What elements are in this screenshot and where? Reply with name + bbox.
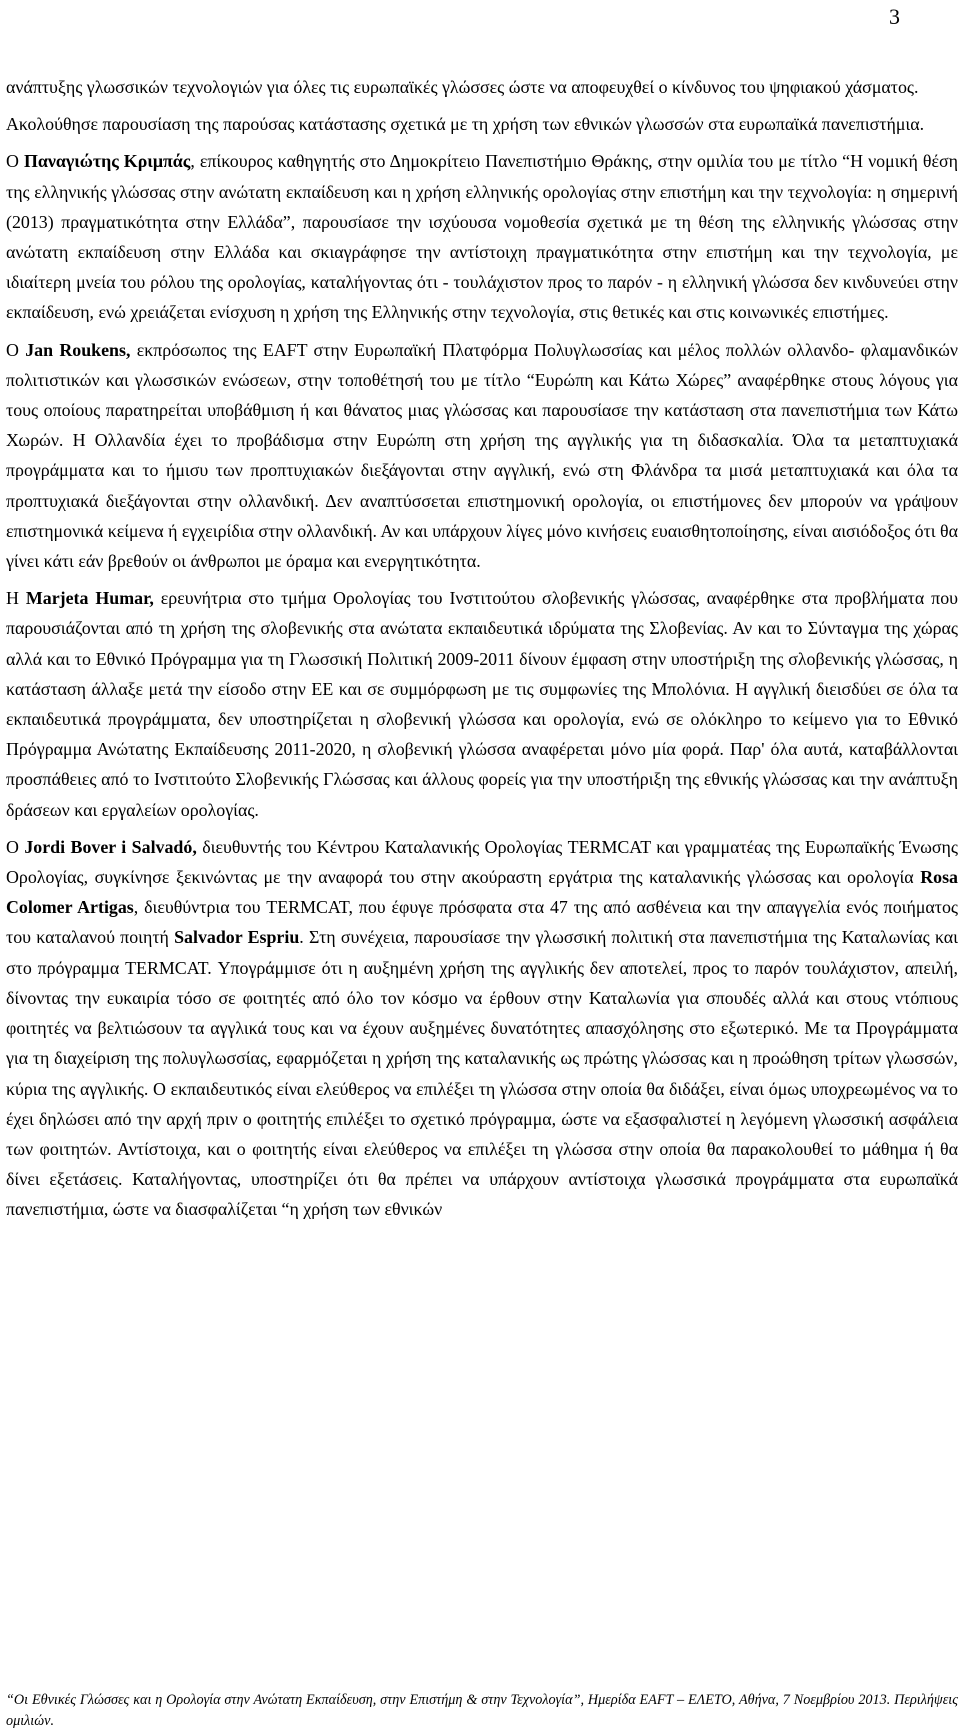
paragraph-text: εκπρόσωπος της EAFT στην Ευρωπαϊκή Πλατφόρμα Πολυγλωσσίας και μέλος πολλών ολλανδο- φλαμανδικών πολιτιστικών και γλωσσικών ενώσεων, στην τοποθέτησή του με τίτλο “Ευρώπη και Κάτω Χώρες” αναφέρθηκε στους λόγους για τους οποίους παρατηρείται υποβάθμιση ή και θάνατος μιας γλώσσας και παρουσίασε την κατάσταση στα πανεπιστήμια των Κάτω Χωρών. Η Ολλανδία έχει το προβάδισμα στην Ευρώπη στη χρήση της αγγλικής για τη διδασκαλία. Όλα τα μεταπτυχιακά προγράμματα και το ήμισυ των προπτυχιακών διεξάγονται στην αγγλική, ενώ στη Φλάνδρα τα μισά μεταπτυχιακά και όλα τα προπτυχιακά διεξάγονται στην ολλανδική. Δεν αναπτύσσεται επιστημονική ορολογία, οι επιστήμονες δεν μπορούν να γράψουν επιστημονικά κείμενα ή εγχειρίδια στην ολλανδική. Αν και υπάρχουν λίγες μόνο κινήσεις ευαισθητοποίησης, είναι αισιόδοξος ότι θα γίνει κάτι εάν βρεθούν οι άνθρωποι με όραμα και ενεργητικότητα. (6, 339, 958, 572)
paragraph-text: . Στη συνέχεια, παρουσίασε την γλωσσική πολιτική στα πανεπιστήμια της Καταλωνίας και στο πρόγραμμα TERMCAT. Υπογράμμισε ότι η αυξημένη χρήση της αγγλικής δεν αποτελεί, προς το παρόν τουλάχιστον, απειλή, δίνοντας την ευκαιρία τόσο σε φοιτητές από όλο τον κόσμο να έρθουν στην Καταλωνία για σπουδές αλλά και στους ντόπιους φοιτητές να βελτιώσουν τα αγγλικά τους και να έχουν αυξημένες δυνατότητες απασχόλησης στο εξωτερικό. Με τα Προγράμματα για τη διαχείριση της πολυγλωσσίας, εφαρμόζεται η χρήση της καταλανικής ως πρώτης γλώσσας και η προώθηση τρίτων γλωσσών, κύρια της αγγλικής. Ο εκπαιδευτικός είναι ελεύθερος να επιλέξει τη γλώσσα στην οποία θα διδάξει, είναι όμως υποχρεωμένος να το έχει δηλώσει από την αρχή πριν ο φοιτητής επιλέξει το σχετικό πρόγραμμα, ώστε να εξασφαλιστεί η λεγόμενη γλωσσική ασφάλεια των φοιτητών. Αντίστοιχα, και ο φοιτητής είναι ελεύθερος να επιλέξει τη γλώσσα στην οποία θα παρακολουθεί το μάθημα ή θα δίνει εξετάσεις. Καταλήγοντας, υποστηρίζει ότι θα πρέπει να υπάρχουν αντίστοιχα γλωσσικά προγράμματα στα ευρωπαϊκά πανεπιστήμια, ώστε να διασφαλίζεται “η χρήση των εθνικών (6, 927, 958, 1220)
paragraph-text: ερευνήτρια στο τμήμα Ορολογίας του Ινστιτούτου σλοβενικής γλώσσας, αναφέρθηκε στα προβλήματα που παρουσιάζονται από τη χρήση της σλοβενικής στα ανώτατα εκπαιδευτικά ιδρύματα της Σλοβενίας. Αν και το Σύνταγμα της χώρας αλλά και το Εθνικό Πρόγραμμα για τη Γλωσσική Πολιτική 2009-2011 δίνουν έμφαση στην υποστήριξη της σλοβενικής γλώσσας, η κατάσταση άλλαξε μετά την είσοδο στην ΕΕ και σε συμμόρφωση με τις συμφωνίες της Μπολόνια. Η αγγλική διεισδύει σε όλα τα εκπαιδευτικά προγράμματα, δεν υποστηρίζεται η σλοβενική γλώσσα και ορολογία, ενώ σε ολόκληρο το κείμενο για το Εθνικό Πρόγραμμα Ανώτατης Εκπαίδευσης 2011-2020, η σλοβενική γλώσσα αναφέρεται μόνο μία φορά. Παρ' όλα αυτά, καταβάλλονται προσπάθειες από το Ινστιτούτο Σλοβενικής Γλώσσας και άλλους φορείς για την υποστήριξη της εθνικής γλώσσας και την ανάπτυξη δράσεων και εργαλείων ορολογίας. (6, 588, 959, 820)
paragraph-text: , επίκουρος καθηγητής στο Δημοκρίτειο Πανεπιστήμιο Θράκης, στην ομιλία του με τίτλο “Η νομική θέση της ελληνικής γλώσσας στην ανώτατη εκπαίδευση και η χρήση ελληνικής ορολογίας στην επιστήμη και την τεχνολογία: η σημερινή (2013) πραγματικότητα στην Ελλάδα”, παρουσίασε την ισχύουσα νομοθεσία σχετικά με τη θέση της ελληνικής γλώσσας στην ανώτατη εκπαίδευση στην Ελλάδα και σκιαγράφησε την αντίστοιχη πραγματικότητα στην επιστήμη και την τεχνολογία, με ιδιαίτερη μνεία του ρόλου της ορολογίας, καταλήγοντας ότι - τουλάχιστον προς το παρόν - η ελληνική γλώσσα δεν κινδυνεύει στην εκπαίδευση, ενώ χρειάζεται ενίσχυση η χρήση της Ελληνικής στην τεχνολογία, στις θετικές και στις κοινωνικές επιστήμες. (6, 151, 958, 323)
paragraph-prefix: Η (6, 588, 26, 609)
paragraph-krimpas (6, 146, 958, 327)
page-number: 3 (889, 4, 900, 29)
speaker-name-humar: Marjeta Humar, (25, 588, 154, 609)
name-salvador-espriu: Salvador Espriu (174, 927, 300, 948)
paragraph-prefix: Ο (6, 151, 24, 172)
paragraph-humar (6, 583, 958, 825)
speaker-name-roukens: Jan Roukens, (25, 339, 131, 360)
document-body (6, 72, 958, 1232)
page-footer: “Οι Εθνικές Γλώσσες και η Ορολογία στην Ανώτατη Εκπαίδευση, στην Επιστήμη & στην Τεχνολογία”, Ημερίδα EAFT – ΕΛΕΤΟ, Αθήνα, 7 Νοεμβρίου 2013. Περιλήψεις ομιλιών. (6, 1692, 958, 1729)
paragraph-prefix: Ο (6, 339, 26, 360)
paragraph-intro-continuation: ανάπτυξης γλωσσικών τεχνολογιών για όλες τις ευρωπαϊκές γλώσσες ώστε να αποφευχθεί ο κίνδυνος του ψηφιακού χάσματος. (6, 77, 919, 97)
paragraph-text: διευθυντής του Κέντρου Καταλανικής Ορολογίας TERMCAT και γραμματέας της Ευρωπαϊκής Ένωσης Ορολογίας, συγκίνησε ξεκινώντας με την αναφορά του στην ακούραστη εργάτρια της καταλανικής γλώσσας και ορολογία (6, 836, 958, 888)
name-colomer-artigas: Rosa Colomer Artigas (6, 867, 958, 918)
speaker-name-bover: Jordi Bover i Salvadó, (24, 836, 197, 857)
paragraph-roukens (6, 335, 958, 577)
paragraph-presentation-intro: Ακολούθησε παρουσίαση της παρούσας κατάστασης σχετικά με τη χρήση των εθνικών γλωσσών στα ευρωπαϊκά πανεπιστήμια. (6, 114, 925, 135)
paragraph-bover (6, 832, 958, 1225)
paragraph-text: , διευθύντρια του TERMCAT, που έφυγε πρόσφατα στα 47 της από ασθένεια και την απαγγελία ενός ποιήματος του καταλανού ποιητή (6, 897, 959, 948)
paragraph-prefix: Ο (6, 836, 25, 857)
speaker-name-krimpas: Παναγιώτης Κριμπάς (23, 151, 191, 172)
